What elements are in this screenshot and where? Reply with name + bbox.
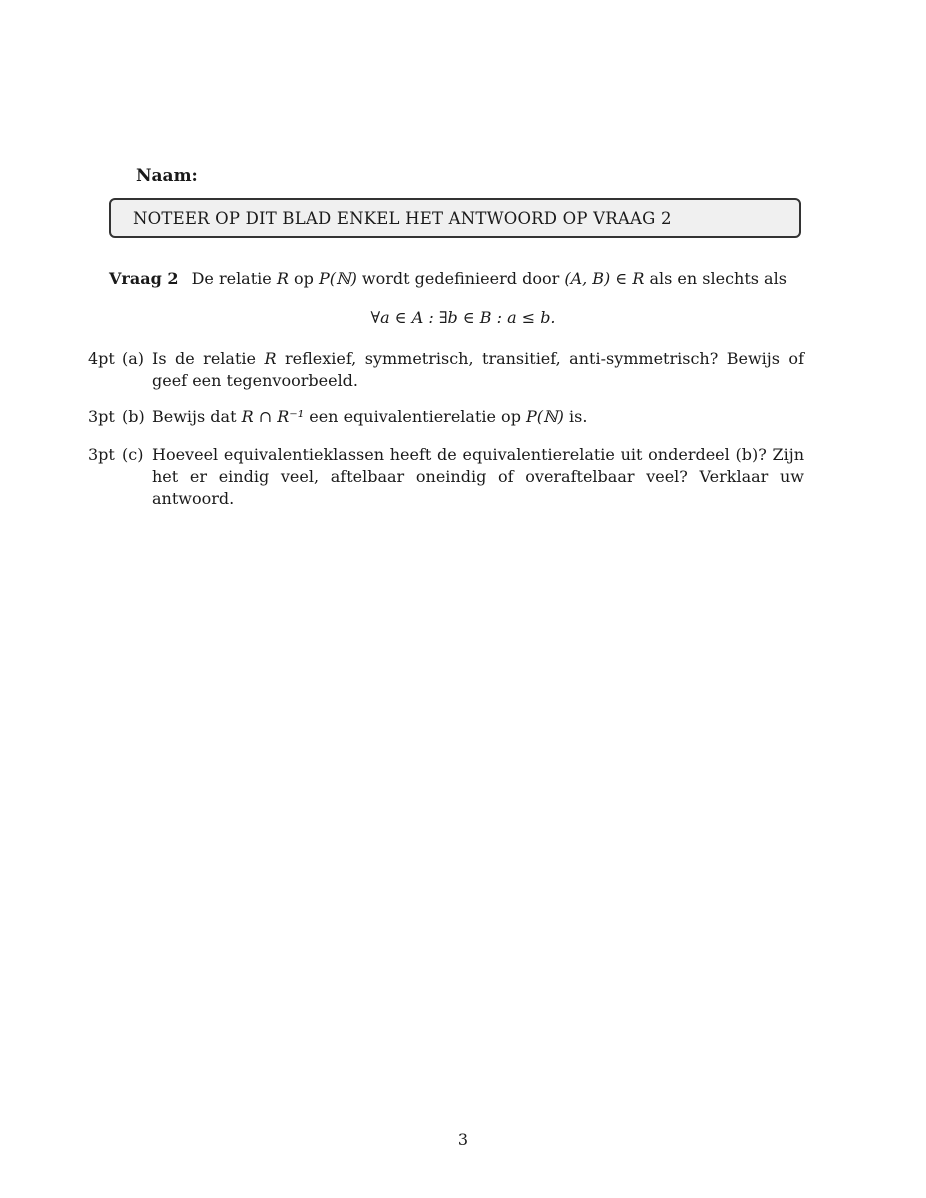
name-label: Naam: <box>136 166 198 186</box>
subquestion-a <box>88 348 804 392</box>
subquestion-text <box>152 406 804 428</box>
question-label: Vraag 2 <box>109 269 179 288</box>
powerset-symbol: P(ℕ) <box>318 269 357 288</box>
page-number: 3 <box>457 1130 469 1149</box>
points-label: 3pt <box>88 445 115 464</box>
relation-symbol: R <box>276 269 289 288</box>
question-text-1: De relatie <box>191 269 272 288</box>
definition-formula: ∀a ∈ A : ∃b ∈ B : a ≤ b. <box>370 308 556 327</box>
relation-symbol: R <box>264 349 277 368</box>
question-text-3: wordt gedefinieerd door <box>361 269 560 288</box>
question-text-2: op <box>293 269 314 288</box>
subquestion-text-2: reflexief, symmetrisch, transitief, anti-symmetrisch? Bewijs of geef een tegenvoorbeeld. <box>152 349 804 390</box>
points-label: 4pt <box>88 349 115 368</box>
subquestion-b <box>88 406 804 428</box>
powerset-symbol: P(ℕ) <box>526 407 564 426</box>
pair-expression: (A, B) ∈ R <box>564 269 645 288</box>
subquestion-c <box>88 444 804 510</box>
question-text-4: als en slechts als <box>649 269 787 288</box>
points-label: 3pt <box>88 407 115 426</box>
subquestion-text-1: Is de relatie <box>152 349 256 368</box>
subquestion-label: (b) <box>122 407 145 426</box>
intersection-expression: R ∩ R⁻¹ <box>241 407 305 426</box>
subquestion-text-2: een equivalentierelatie op <box>309 407 521 426</box>
subquestion-text-3: is. <box>569 407 588 426</box>
subquestion-label: (c) <box>122 445 144 464</box>
answer-notice-box <box>109 198 801 238</box>
answer-notice-text: NOTEER OP DIT BLAD ENKEL HET ANTWOORD OP VRAAG 2 <box>133 208 672 228</box>
subquestion-label: (a) <box>122 349 145 368</box>
subquestion-text <box>152 348 804 392</box>
question-intro <box>109 268 809 290</box>
subquestion-text-1: Bewijs dat <box>152 407 237 426</box>
subquestion-text: Hoeveel equivalentieklassen heeft de equivalentierelatie uit onderdeel (b)? Zijn het er eindig veel, aftelbaar oneindig of overaftelbaar veel? Verklaar uw antwoord. <box>152 445 804 508</box>
